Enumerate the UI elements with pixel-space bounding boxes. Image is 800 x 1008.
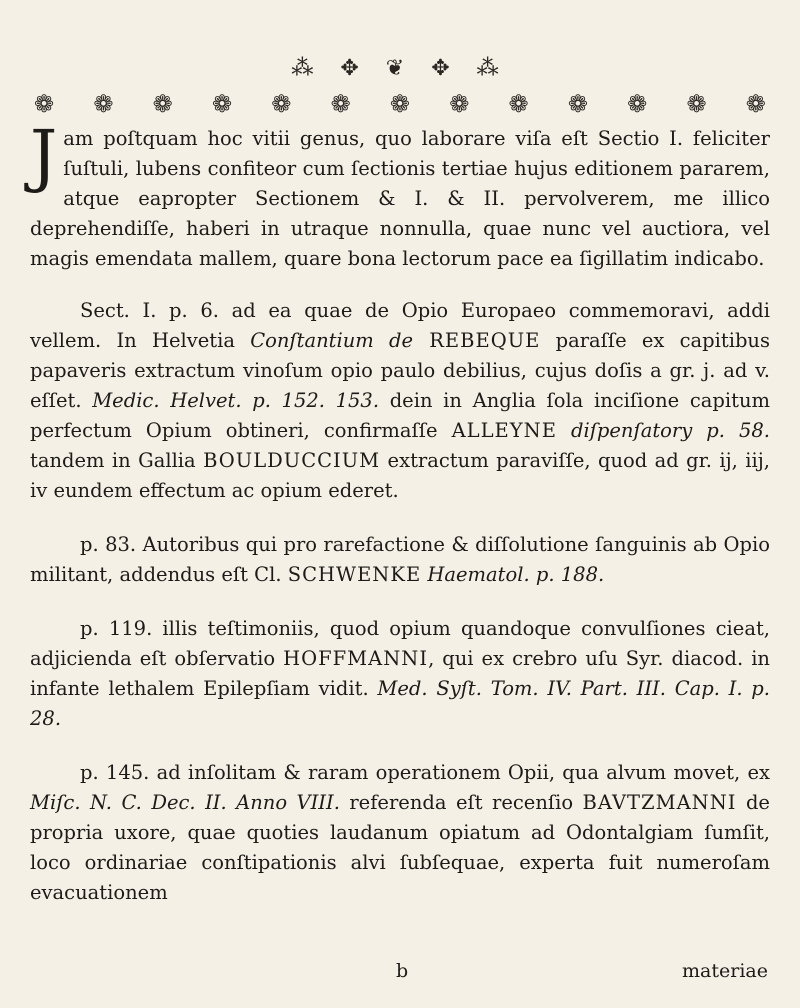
fleuron-icon: ❁ bbox=[745, 90, 766, 118]
author-name: BOULDUCCIUM bbox=[203, 449, 381, 472]
fleuron-icon: ❁ bbox=[152, 90, 173, 118]
fleuron-icon: ❁ bbox=[686, 90, 707, 118]
text-run: Sect. I. p. 6. ad ea quae de Opio Europaeo commemoravi, addi vellem. In Helvetia bbox=[30, 299, 770, 352]
text-run: , qui ex crebro uſu Syr. diacod. in infante lethalem Epilepſiam vidit. bbox=[30, 647, 770, 700]
text-run: p. 83. Autoribus qui pro rarefactione & diſſolutione ſanguinis ab Opio militant, addendus eſt Cl. bbox=[30, 533, 770, 586]
fleuron-icon: ❁ bbox=[93, 90, 114, 118]
text-run: de propria uxore, quae quoties laudanum opiatum ad Odontalgiam ſumſit, loco ordinariae conſtipationis alvi ſubſequae, experta fuit numeroſam evacuationem bbox=[30, 791, 770, 904]
fleuron-icon: ❁ bbox=[271, 90, 292, 118]
text-run: extractum paraviſſe, quod ad gr. ij, iij, iv eundem effectum ac opium ederet. bbox=[30, 449, 770, 502]
citation: Haematol. p. 188. bbox=[421, 563, 605, 586]
fleuron-band bbox=[34, 92, 766, 116]
text-run: referenda eſt recenſio bbox=[339, 791, 583, 814]
signature-mark: b bbox=[396, 960, 409, 982]
author-name: SCHWENKE bbox=[287, 563, 422, 586]
citation: Med. Syſt. Tom. IV. Part. III. Cap. I. p. 28. bbox=[30, 677, 770, 730]
author-name: ALLEYNE bbox=[451, 419, 557, 442]
fleuron-icon: ❁ bbox=[627, 90, 648, 118]
paragraph-p145 bbox=[30, 758, 770, 908]
catchword: materiae bbox=[682, 960, 768, 982]
citation: diſpenſatory p. 58. bbox=[556, 419, 770, 442]
body-text bbox=[30, 117, 771, 932]
paragraph-p119 bbox=[30, 614, 770, 734]
intro-paragraph bbox=[30, 117, 770, 274]
paragraph-p83 bbox=[30, 530, 770, 590]
fleuron-icon: ❁ bbox=[449, 90, 470, 118]
author-name: REBEQUE bbox=[413, 329, 541, 352]
head-ornament: ⁂ ✥ ❦ ✥ ⁂ bbox=[291, 56, 509, 81]
text-run: p. 145. ad inſolitam & raram operationem Opii, qua alvum movet, ex bbox=[80, 761, 770, 784]
citation: Medic. Helvet. p. 152. 153. bbox=[92, 389, 380, 412]
fleuron-icon: ❁ bbox=[330, 90, 351, 118]
text-run: p. 119. illis teſtimoniis, quod opium quandoque convulſiones cieat, adjicienda eſt obſervatio bbox=[30, 617, 770, 670]
fleuron-icon: ❁ bbox=[389, 90, 410, 118]
italic-run: Conſtantium de bbox=[250, 329, 414, 352]
author-name: BAVTZMANNI bbox=[582, 791, 737, 814]
author-name: HOFFMANNI bbox=[283, 647, 429, 670]
text-run: tandem in Gallia bbox=[30, 449, 204, 472]
fleuron-icon: ❁ bbox=[508, 90, 529, 118]
text-run: dein in Anglia ſola inciſione capitum perfectum Opium obtineri, confirmaſſe bbox=[30, 389, 771, 442]
fleuron-icon: ❁ bbox=[34, 90, 55, 118]
citation: Miſc. N. C. Dec. II. Anno VIII. bbox=[30, 791, 340, 814]
fleuron-icon: ❁ bbox=[211, 90, 233, 118]
paragraph-sect-1 bbox=[30, 296, 770, 506]
fleuron-icon: ❁ bbox=[567, 90, 588, 118]
intro-text: am poſtquam hoc vitii genus, quo laborare viſa eſt Sectio I. feliciter ſuſtuli, lubens confiteor cum ſectionis tertiae hujus editionem pararem, atque eapropter Sectionem & I. & II. pervolverem, me illico deprehendiſſe, haberi in utraque nonnulla, quae nunc vel auctiora, vel magis emendata mallem, quare bona lectorum pace ea ſigillatim indicabo. bbox=[30, 127, 770, 270]
drop-cap: J bbox=[30, 117, 58, 196]
text-run: paraſſe ex capitibus papaveris extractum vinoſum opio paulo debilius, cujus doſis a gr. j. ad v. eſſet. bbox=[30, 329, 770, 412]
page-footer bbox=[0, 960, 800, 990]
